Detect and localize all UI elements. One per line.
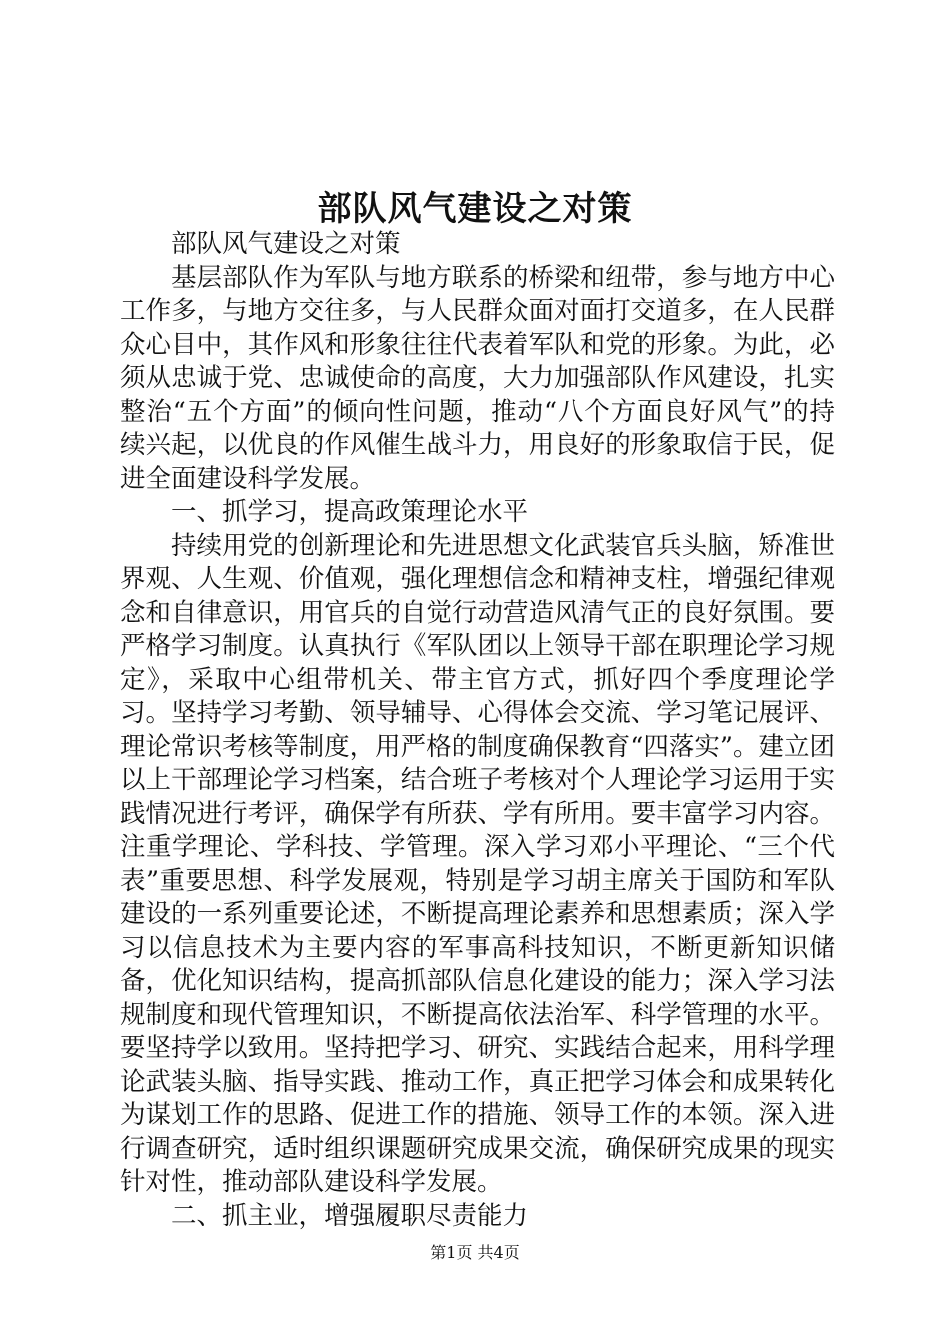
section-1-paragraph: 持续用党的创新理论和先进思想文化武装官兵头脑，矫准世界观、人生观、价值观，强化理想信念和精神支柱，增强纪律观念和自律意识，用官兵的自觉行动营造风清气正的良好氛围。要严格学习制度。认真执行《军队团以上领导干部在职理论学习规定》，采取中心组带机关、带主官方式，抓好四个季度理论学习。坚持学习考勤、领导辅导、心得体会交流、学习笔记展评、理论常识考核等制度，用严格的制度确保教育“四落实”。建立团以上干部理论学习档案，结合班子考核对个人理论学习运用于实践情况进行考评，确保学有所获、学有所用。要丰富学习内容。注重学理论、学科技、学管理。深入学习邓小平理论、“三个代表”重要思想、科学发展观，特别是学习胡主席关于国防和军队建设的一系列重要论述，不断提高理论素养和思想素质；深入学习以信息技术为主要内容的军事高科技知识，不断更新知识储备，优化知识结构，提高抓部队信息化建设的能力；深入学习法规制度和现代管理知识，不断提高依法治军、科学管理的水平。要坚持学以致用。坚持把学习、研究、实践结合起来，用科学理论武装头脑、指导实践、推动工作，真正把学习体会和成果转化为谋划工作的思路、促进工作的措施、领导工作的本领。深入进行调查研究，适时组织课题研究成果交流，确保研究成果的现实针对性，推动部队建设科学发展。 (120, 530, 835, 1197)
page-number-footer: 第1页 共4页 (430, 1243, 520, 1262)
page-title: 部队风气建设之对策 (317, 189, 633, 229)
intro-paragraph: 基层部队作为军队与地方联系的桥梁和纽带，参与地方中心工作多，与地方交往多，与人民群众面对面打交道多，在人民群众心目中，其作风和形象往往代表着军队和党的形象。为此，必须从忠诚于党、忠诚使命的高度，大力加强部队作风建设，扎实整治“五个方面”的倾向性问题，推动“八个方面良好风气”的持续兴起，以优良的作风催生战斗力，用良好的形象取信于民，促进全面建设科学发展。 (120, 262, 835, 494)
document-body (120, 228, 835, 1233)
section-heading-2: 二、抓主业，增强履职尽责能力 (171, 1200, 529, 1231)
subtitle-paragraph: 部队风气建设之对策 (171, 229, 401, 259)
section-heading-1: 一、抓学习，提高政策理论水平 (171, 497, 529, 527)
